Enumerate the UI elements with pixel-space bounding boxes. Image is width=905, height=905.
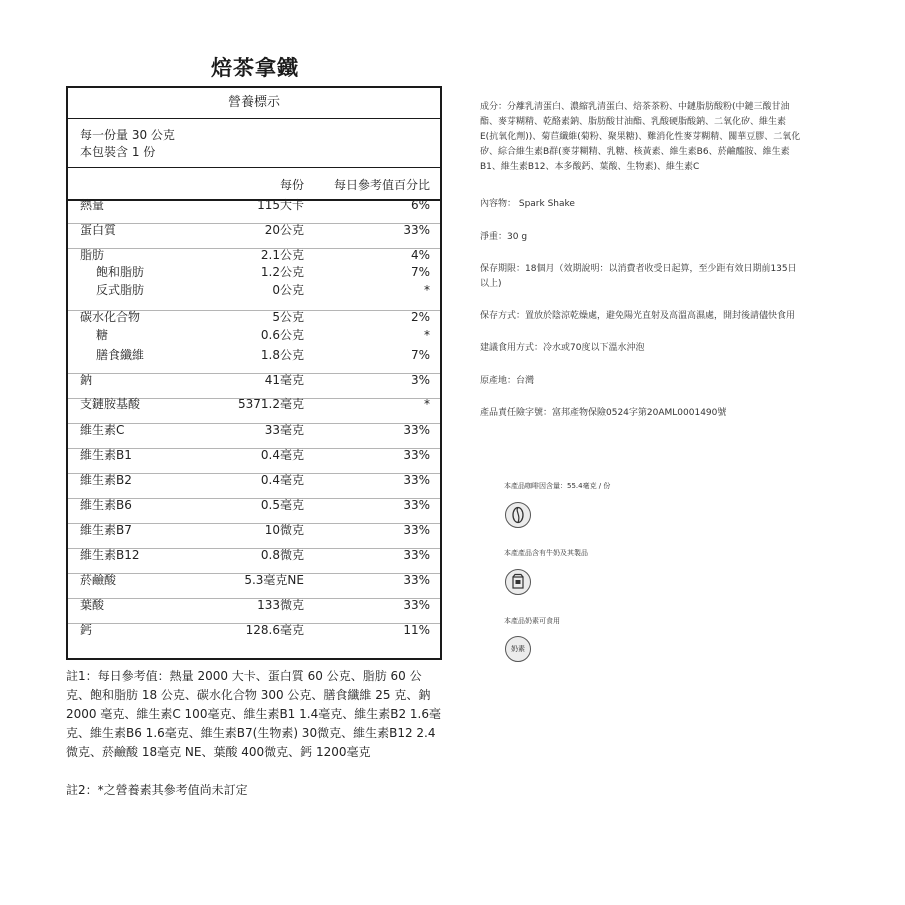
nutrient-row <box>68 370 440 390</box>
nutrient-row <box>68 520 440 540</box>
net-weight: 淨重：30 g <box>480 232 528 242</box>
nutrient-amount: 0.8微克 <box>260 548 304 562</box>
nutrient-amount: 0.4毫克 <box>260 448 304 462</box>
nutrient-row <box>68 262 440 282</box>
nutrient-amount: 128.6毫克 <box>245 623 304 637</box>
nutrient-amount: 41毫克 <box>264 373 304 387</box>
lacto-vegetarian-label: 本產品奶素可食用 <box>504 617 560 625</box>
nutrient-amount: 5371.2毫克 <box>238 397 304 411</box>
nutrient-row <box>68 307 440 327</box>
nutrient-name: 糖 <box>96 328 109 342</box>
nutrient-row <box>68 570 440 590</box>
nutrient-name: 維生素B2 <box>80 473 132 487</box>
nutrient-daily-percent: 3% <box>410 373 430 387</box>
ingredients-line: 矽、綜合維生素B群(麥芽糊精、乳糖、核黃素、維生素B6、菸鹼醯胺、維生素 <box>480 147 790 157</box>
nutrient-amount: 10微克 <box>264 523 304 537</box>
note-line: 克、維生素B6 1.6毫克、維生素B7(生物素) 30微克、維生素B12 2.4 <box>66 726 436 740</box>
nutrient-amount: 5.3毫克NE <box>244 573 304 587</box>
usage: 建議食用方式：冷水或70度以下溫水沖泡 <box>480 343 645 353</box>
nutrient-name: 膳食纖維 <box>96 348 145 362</box>
nutrient-name: 蛋白質 <box>80 223 117 237</box>
nutrient-name: 支鏈胺基酸 <box>80 397 141 411</box>
ingredients-line: 酯、麥芽糊精、乾酪素鈉、脂肪酸甘油酯、乳酸硬脂酸鈉、二氧化矽、維生素 <box>480 117 787 127</box>
lacto-vegetarian-text: 奶素 <box>511 645 525 653</box>
origin: 原產地：台灣 <box>480 376 535 386</box>
nutrient-daily-percent: 33% <box>403 498 430 512</box>
insurance-number: 產品責任險字號：富邦產物保險0524字第20AML0001490號 <box>480 408 727 418</box>
nutrient-row <box>68 280 440 300</box>
note-line: 2000 毫克、維生素C 100毫克、維生素B1 1.4毫克、維生素B2 1.6毫 <box>66 707 441 721</box>
note-line: 微克、菸鹼酸 18毫克 NE、葉酸 400微克、鈣 1200毫克 <box>66 745 371 759</box>
nutrient-daily-percent: * <box>424 328 430 342</box>
nutrition-header: 營養標示 <box>68 88 440 119</box>
nutrient-row <box>68 495 440 515</box>
nutrient-name: 碳水化合物 <box>80 310 141 324</box>
nutrient-row <box>68 325 440 345</box>
servings-per-package: 本包裝含 1 份 <box>80 145 156 159</box>
nutrient-daily-percent: 6% <box>410 198 430 212</box>
nutrient-name: 維生素B1 <box>80 448 132 462</box>
nutrient-amount: 1.8公克 <box>260 348 304 362</box>
serving-info <box>68 119 440 168</box>
shelf-life-line: 以上) <box>480 279 502 289</box>
nutrient-row <box>68 470 440 490</box>
nutrient-name: 鈉 <box>80 373 93 387</box>
nutrient-row <box>68 345 440 365</box>
nutrition-facts-panel <box>66 86 442 660</box>
ingredients-line: 成分：分離乳清蛋白、濃縮乳清蛋白、焙茶茶粉、中鏈脂肪酸粉(中鏈三酸甘油 <box>480 102 790 112</box>
nutrient-row <box>68 420 440 440</box>
nutrient-name: 飽和脂肪 <box>96 265 145 279</box>
nutrient-daily-percent: * <box>424 397 430 411</box>
nutrient-row <box>68 445 440 465</box>
nutrient-name: 維生素B6 <box>80 498 132 512</box>
nutrient-amount: 0.4毫克 <box>260 473 304 487</box>
note-line: 註1：每日參考值：熱量 2000 大卡、蛋白質 60 公克、脂肪 60 公 <box>66 669 422 683</box>
nutrient-daily-percent: 7% <box>410 265 430 279</box>
nutrient-name: 葉酸 <box>80 598 105 612</box>
nutrient-daily-percent: 7% <box>410 348 430 362</box>
shelf-life <box>480 262 875 292</box>
nutrient-amount: 20公克 <box>264 223 304 237</box>
ingredients-line: E(抗氧化劑))、菊苣纖維(菊粉、聚果糖)、難消化性麥芽糊精、關華豆膠、二氧化 <box>480 132 801 142</box>
nutrient-row <box>68 220 440 240</box>
nutrient-daily-percent: 33% <box>403 448 430 462</box>
nutrient-daily-percent: 33% <box>403 523 430 537</box>
nutrient-daily-percent: * <box>424 283 430 297</box>
shelf-life-line: 保存期限：18個月（效期說明：以消費者收受日起算，至少距有效日期前135日 <box>480 264 797 274</box>
nutrient-row <box>68 545 440 565</box>
nutrient-name: 反式脂肪 <box>96 283 145 297</box>
lacto-vegetarian-icon <box>505 636 531 662</box>
nutrient-row <box>68 195 440 215</box>
coffee-bean-icon <box>505 502 531 528</box>
nutrient-daily-percent: 33% <box>403 473 430 487</box>
nutrient-amount: 0.6公克 <box>260 328 304 342</box>
milk-allergen-label: 本產產品含有牛奶及其製品 <box>504 549 588 557</box>
nutrient-amount: 1.2公克 <box>260 265 304 279</box>
serving-size: 每一份量 30 公克 <box>80 128 175 142</box>
nutrient-row <box>68 394 440 414</box>
nutrient-amount: 33毫克 <box>264 423 304 437</box>
milk-carton-icon <box>505 569 531 595</box>
nutrient-name: 維生素B12 <box>80 548 140 562</box>
nutrient-amount: 0.5毫克 <box>260 498 304 512</box>
nutrient-daily-percent: 4% <box>410 248 430 262</box>
nutrient-name: 熱量 <box>80 198 105 212</box>
per-serving-header: 每份 <box>279 178 304 192</box>
contents: 內容物： Spark Shake <box>480 199 575 209</box>
nutrient-row <box>68 620 440 640</box>
daily-value-header: 每日參考值百分比 <box>333 178 430 192</box>
nutrient-amount: 115大卡 <box>257 198 304 212</box>
nutrient-amount: 5公克 <box>272 310 304 324</box>
nutrient-name: 菸鹼酸 <box>80 573 117 587</box>
caffeine-label: 本產品咖啡因含量：55.4毫克 / 份 <box>504 482 611 490</box>
nutrient-name: 鈣 <box>80 623 93 637</box>
product-title: 焙茶拿鐵 <box>211 56 299 80</box>
storage: 保存方式：置放於陰涼乾燥處，避免陽光直射及高溫高濕處，開封後請儘快食用 <box>480 311 796 321</box>
ingredients-line: B1、維生素B12、本多酸鈣、葉酸、生物素)、維生素C <box>480 162 700 172</box>
nutrient-daily-percent: 11% <box>403 623 430 637</box>
nutrient-row <box>68 595 440 615</box>
nutrient-name: 維生素C <box>80 423 125 437</box>
nutrient-daily-percent: 33% <box>403 598 430 612</box>
nutrient-amount: 2.1公克 <box>260 248 304 262</box>
nutrient-daily-percent: 33% <box>403 223 430 237</box>
nutrient-daily-percent: 2% <box>410 310 430 324</box>
ingredients <box>480 100 875 175</box>
note-line: 克、飽和脂肪 18 公克、碳水化合物 300 公克、膳食纖維 25 克、鈉 <box>66 688 431 702</box>
nutrient-amount: 133微克 <box>257 598 304 612</box>
nutrient-daily-percent: 33% <box>403 548 430 562</box>
footnote-2: 註2：*之營養素其參考值尚未訂定 <box>66 783 248 797</box>
nutrient-name: 脂肪 <box>80 248 105 262</box>
footnote-1 <box>66 667 446 762</box>
nutrient-daily-percent: 33% <box>403 573 430 587</box>
nutrient-daily-percent: 33% <box>403 423 430 437</box>
nutrient-name: 維生素B7 <box>80 523 132 537</box>
nutrient-amount: 0公克 <box>272 283 304 297</box>
